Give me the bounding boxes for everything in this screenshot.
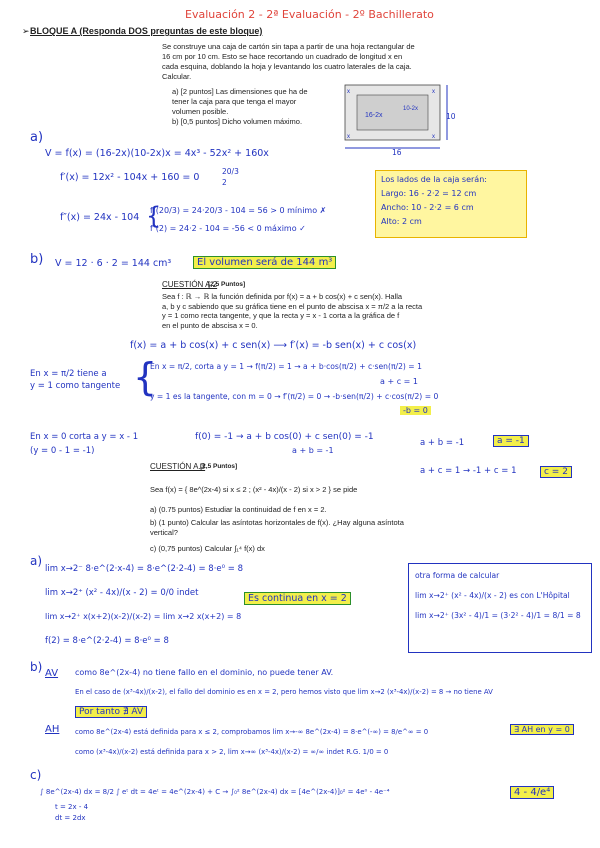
sol3-integral: ∫ 8e^(2x-4) dx = 8/2 ∫ eᵗ dt = 4eᵗ = 4e^(2x-4) + C → ∫₀² 8e^(2x-4) dx = [4e^(2x-4)]₀² = 4e⁰ - 4e⁻⁴ xyxy=(40,788,390,796)
sol3-ah: AH xyxy=(45,724,60,735)
sol1-roots: 20/3 2 xyxy=(222,167,239,187)
q3-b: b) (1 punto) Calcular las asíntotas horizontales de f(x). ¿Hay alguna asíntota vertical? xyxy=(150,518,404,537)
q2-title: CUESTIÓN A.2 xyxy=(162,280,218,289)
sol1-line1: V = f(x) = (16-2x)(10-2x)x = 4x³ - 52x² + 160x xyxy=(45,148,269,159)
sol2-cond2: y = 1 es la tangente, con m = 0 → f′(π/2) = 0 → -b·sen(π/2) + c·cos(π/2) = 0 xyxy=(150,392,439,401)
svg-text:x: x xyxy=(347,134,350,140)
sol3-c-res: 4 - 4/e⁴ xyxy=(510,786,554,799)
q1-statement: Se construye una caja de cartón sin tapa a partir de una hoja rectangular de 16 cm por 10 cm. Esto se hace recortando un cuadrado de longitud x en cada esquina, doblando la hoja y levantando los cuatro laterales de la caja. Calcular. xyxy=(162,42,415,81)
exam-title: Evaluación 2 - 2ª Evaluación - 2º Bachillerato xyxy=(185,8,434,21)
q1-part-b: b) [0,5 puntos] Dicho volumen máximo. xyxy=(172,117,303,126)
sol3-ah1: como 8e^(2x-4) está definida para x ≤ 2, comprobamos lim x→-∞ 8e^(2x-4) = 8·e^(-∞) = 8/e^∞ = 0 xyxy=(75,728,429,736)
svg-text:16-2x: 16-2x xyxy=(365,112,383,119)
block-title: BLOQUE A (Responda DOS preguntas de este bloque) xyxy=(30,26,263,36)
svg-text:10-2x: 10-2x xyxy=(403,106,419,112)
sol3-f2: f(2) = 8·e^(2·2-4) = 8·e⁰ = 8 xyxy=(45,636,169,646)
alt-method-box: otra forma de calcular lim x→2⁺ (x² - 4x)/(x - 2) es con L'Hôpital lim x→2⁺ (3x² - 4)/1 = (3·2² - 4)/1 = 8/1 = 8 xyxy=(408,563,592,653)
q2-points: [2,5 Puntos] xyxy=(208,281,246,288)
brace-icon: { xyxy=(146,202,162,230)
figure-width: 16 xyxy=(392,148,402,157)
sol3-av: AV xyxy=(45,668,59,679)
svg-text:x: x xyxy=(347,89,350,95)
sol3-cont: Es continua en x = 2 xyxy=(244,592,351,605)
box-figure xyxy=(335,82,455,157)
sol2-eq1: a + b = -1 xyxy=(420,438,465,448)
svg-text:x: x xyxy=(432,89,435,95)
sol2-cond1: En x = π/2, corta a y = 1 → f(π/2) = 1 → a + b·cos(π/2) + c·sen(π/2) = 1 xyxy=(150,362,422,371)
sol3-av1: como 8e^(2x-4) no tiene fallo en el dominio, no puede tener AV. xyxy=(75,668,334,677)
sol1-line3b: f″(2) = 24·2 - 104 = -56 < 0 máximo ✓ xyxy=(150,224,306,233)
sol2-ans-c: c = 2 xyxy=(540,466,572,478)
q3-def: Sea f(x) = { 8e^(2x-4) si x ≤ 2 ; (x² - 4x)/(x - 2) si x > 2 } se pide xyxy=(150,485,358,494)
sol2-cond1-res: a + c = 1 xyxy=(380,377,418,386)
sol3-av-res: Por tanto ∄ AV xyxy=(75,706,147,718)
sol2-f-line: f(x) = a + b cos(x) + c sen(x) ⟶ f′(x) = -b sen(x) + c cos(x) xyxy=(130,340,417,351)
sol3-lim1: lim x→2⁻ 8·e^(2·x-4) = 8·e^(2·2-4) = 8·e⁰ = 8 xyxy=(45,564,243,574)
figure-height: 10 xyxy=(446,112,456,121)
sol3-ah2: como (x³-4x)/(x-2) está definida para x > 2, lim x→∞ (x³-4x)/(x-2) = ∞/∞ indet R.G. 1/0 = 0 xyxy=(75,748,389,756)
sol2-ans-a: a = -1 xyxy=(493,435,529,447)
sol1-line2: f′(x) = 12x² - 104x + 160 = 0 xyxy=(60,172,200,183)
sol3-a-label: a) xyxy=(30,554,43,568)
q3-c: c) (0,75 puntos) Calcular ∫₁⁴ f(x) dx xyxy=(150,544,265,553)
q3-points: [2,5 Puntos] xyxy=(200,463,238,470)
sol3-c-label: c) xyxy=(30,768,42,782)
sol1-b-line: V = 12 · 6 · 2 = 144 cm³ xyxy=(55,258,172,269)
sol2-eq2: a + c = 1 → -1 + c = 1 xyxy=(420,466,517,476)
bullet-icon: ➢ xyxy=(22,26,30,36)
sol3-substitution: t = 2x - 4 dt = 2dx xyxy=(55,803,89,822)
sol2-cond3-res: a + b = -1 xyxy=(292,446,334,455)
brace-icon-2: { xyxy=(133,355,158,399)
sol1-line3a: f″(20/3) = 24·20/3 - 104 = 56 > 0 mínimo ✗ xyxy=(150,206,327,215)
sol3-lim3: lim x→2⁺ x(x+2)(x-2)/(x-2) = lim x→2 x(x+2) = 8 xyxy=(45,612,242,621)
sol3-lim2: lim x→2⁺ (x² - 4x)/(x - 2) = 0/0 indet xyxy=(45,588,199,598)
sol3-av2: En el caso de (x³-4x)/(x-2), el fallo del dominio es en x = 2, pero hemos visto que lim x→2 (x³-4x)/(x-2) = 8 → no tiene AV xyxy=(75,688,493,696)
sol2-cond3: f(0) = -1 → a + b cos(0) + c sen(0) = -1 xyxy=(195,432,374,442)
sol2-left-note: En x = π/2 tiene a y = 1 como tangente xyxy=(30,369,121,391)
sol1-a-label: a) xyxy=(30,130,44,145)
sol2-left-note2: En x = 0 corta a y = x - 1 (y = 0 - 1 = -1) xyxy=(30,432,139,456)
sol2-cond2-res: -b = 0 xyxy=(400,406,431,415)
q2-statement: Sea f : ℝ → ℝ la función definida por f(x) = a + b cos(x) + c sen(x). Halla a, b y c sabiendo que su gráfica tiene en el punto de abscisa x = π/2 a la recta y = 1 como recta tangente, y que la recta y = x - 1 corta a la gráfica de f en el punto de abscisa x = 0. xyxy=(162,292,423,330)
sol3-ah-res: ∃ AH en y = 0 xyxy=(510,724,574,735)
q3-title: CUESTIÓN A.3 xyxy=(150,462,206,471)
sol1-line3: f″(x) = 24x - 104 xyxy=(60,212,140,223)
sol1-b-result: El volumen será de 144 m³ xyxy=(193,256,336,269)
sol1-b-label: b) xyxy=(30,252,44,267)
q3-a: a) (0.75 puntos) Estudiar la continuidad de f en x = 2. xyxy=(150,505,327,514)
dimensions-box: Los lados de la caja serán: Largo: 16 - 2·2 = 12 cm Ancho: 10 - 2·2 = 6 cm Alto: 2 cm xyxy=(375,170,527,238)
svg-text:x: x xyxy=(432,134,435,140)
sol3-b-label: b) xyxy=(30,660,43,674)
q1-part-a: a) [2 puntos] Las dimensiones que ha de tener la caja para que tenga el mayor volumen posible. xyxy=(172,87,308,116)
